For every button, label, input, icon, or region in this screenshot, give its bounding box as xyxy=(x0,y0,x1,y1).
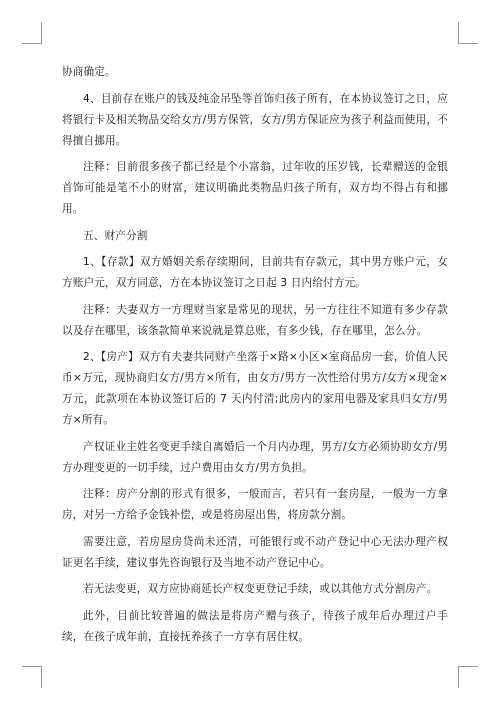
paragraph: 产权证业主姓名变更手续自离婚后一个月内办理，男方/女方必须协助女方/男方办理变更的一切手续，过户费用由女方/男方负担。 xyxy=(62,440,448,474)
document-body xyxy=(62,62,448,653)
crop-mark-top-left-horizontal xyxy=(22,43,42,44)
paragraph: 若无法变更，双方应协商延长产权变更登记手续，或以其他方式分割房产。 xyxy=(83,583,438,595)
paragraph: 4、目前存在账户的钱及纯金吊坠等首饰归孩子所有，在本协议签订之日，应将银行卡及相关物品交给女方/男方保管，女方/男方保证应为孩子利益而使用，不得擅自挪用。 xyxy=(62,92,448,147)
paragraph: 1、【存款】双方婚姻关系存续期间，目前共有存款元，其中男方账户元，女方账户元，双方同意，方在本协议签订之日起 3 日内给付方元。 xyxy=(62,256,448,289)
crop-mark-bottom-right-vertical xyxy=(458,666,459,688)
paragraph: 此外，目前比较普遍的做法是将房产赠与孩子，待孩子成年后办理过户手续，在孩子成年前，直接抚养孩子一方享有居住权。 xyxy=(62,609,448,643)
crop-mark-bottom-left-vertical xyxy=(41,666,42,688)
paragraph: 2、【房产】双方有夫妻共同财产坐落于×路×小区×室商品房一套，价值人民币×万元，现协商归女方/男方×所有，由女方/男方一次性给付男方/女方×现金×万元，此款项在本协议签订后的 7 天内付清;此房内的家用电器及家具归女方/男方×所有。 xyxy=(62,351,448,426)
section-heading: 五、财产分割 xyxy=(83,229,148,242)
crop-mark-bottom-right-horizontal xyxy=(458,666,478,667)
paragraph: 注释：夫妻双方一方理财当家是常见的现状，另一方往往不知道有多少存款以及存在哪里，该条款简单来说就是算总账，有多少钱，存在哪里，怎么分。 xyxy=(62,303,448,337)
paragraph: 协商确定。 xyxy=(62,66,116,78)
crop-mark-top-right-horizontal xyxy=(458,43,478,44)
paragraph: 需要注意，若房屋房贷尚未还清，可能银行或不动产登记中心无法办理产权证更名手续，建议事先咨询银行及当地不动产登记中心。 xyxy=(62,535,448,569)
crop-mark-top-right-vertical xyxy=(458,22,459,44)
paragraph: 注释：房产分割的形式有很多，一般而言，若只有一套房屋，一般为一方拿房，对另一方给予金钱补偿，或是将房屋出售，将房款分割。 xyxy=(62,488,448,521)
crop-mark-top-left-vertical xyxy=(41,22,42,44)
paragraph: 注释：目前很多孩子都已经是个小富翁，过年收的压岁钱，长辈赠送的金银首饰可能是笔不小的财富，建议明确此类物品归孩子所有，双方均不得占有和挪用。 xyxy=(62,161,448,215)
crop-mark-bottom-left-horizontal xyxy=(22,666,42,667)
